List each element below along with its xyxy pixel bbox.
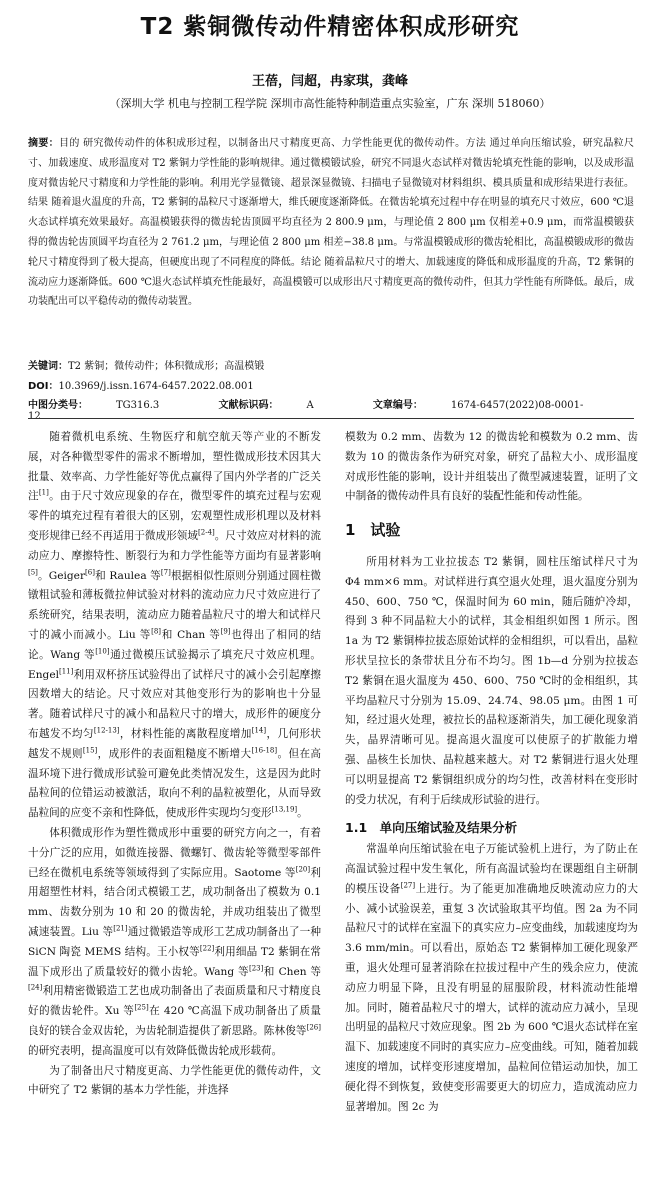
body-paragraph: 常温单向压缩试验在电子万能试验机上进行，为了防止在高温试验过程中发生氧化，所有高温试验均在课题组自主研制的模压设备[27]上进行。为了能更加准确地反映流动应力的大小、减小试验误差，重复 3 次试验取其平均值。图 2a 为不同晶粒尺寸的试样在室温下的真实应力–应变曲线，加载速度均为 3.6 mm/min。可以看出，原始态 T2 紫铜棒加工硬化现象严重，退火处理可显著消除在拉拔过程中产生的残余应力，使流动应力明显下降，且没有明显的屈服阶段，材料流动性能增加。同时，随着晶粒尺寸的增大，试样的流动应力减小，呈现出明显的晶粒尺寸效应现象。图 2b 为 600 ℃退火态试样在室温下、加载速度不同时的真实应力–应变曲线。可知，随着加载速度的增加，试样变形速度增加，晶粒间位错运动加快，加工硬化得不到恢复，致使变形需要更大的切应力，造成流动应力显著增加。图 2c 为 — [345, 843, 639, 1113]
abstract-text: 目的 研究微传动件的体积成形过程，以制备出尺寸精度更高、力学性能更优的微传动件。方法 通过单向压缩试验，研究晶粒尺寸、加载速度、成形温度对 T2 紫铜力学性能的影响规律。通过微模锻试验，研究不同退火态试样对微齿轮填充性能的影响，以及成形温度对微齿轮尺寸精度和力学性能的影响。利用光学显微镜、超景深显微镜、扫描电子显微镜对材料组织、模具质量和成形结果进行表征。结果 随着退火温度的升高，T2 紫铜的晶粒尺寸逐渐增大，维氏硬度逐渐降低。在微齿轮填充过程中存在明显的填充尺寸效应，600 ℃退火态试样填充效果最好。高温模锻获得的微齿轮齿顶圆平均直径为 2 800.9 μm，与理论值 2 800 μm 仅相差+0.9 μm，而常温模锻获得的微齿轮齿顶圆平均直径为 2 761.2 μm，与理论值 2 800 μm 相差−38.8 μm。与常温模锻成形的微齿轮相比，高温模锻成形的微齿轮尺寸精度得到了极大提高，但硬度出现了不同程度的降低。结论 随着晶粒尺寸的增大、加载速度的降低和成形温度的升高，T2 紫铜的流动应力逐渐降低。600 ℃退火态试样填充性能最好，高温模锻可以成形出尺寸精度更高的微传动件，但其力学性能有所降低。最后，成功装配出可以平稳传动的微传动装置。 — [28, 138, 634, 308]
citation-link[interactable]: [26] — [306, 1023, 321, 1032]
citation-link[interactable]: [21] — [113, 924, 128, 933]
doi — [28, 377, 634, 392]
body-paragraph: 随着微机电系统、生物医疗和航空航天等产业的不断发展，对各种微型零件的需求不断增加，塑性微成形技术因其大批量、效率高、力学性能好等优点赢得了国内外学者的广泛关注[1]。由于尺寸效应现象的存在，微型零件的填充过程与宏观零件的填充过程有着很大的区别，宏观塑性成形机理以及材料变形规律已经不再适用于微成形领域[2-4]。尺寸效应对材料的流动应力、摩擦特性、断裂行为和力学性能等方面均有显著影响[5]。Geiger[6]和 Raulea 等[7]根据相似性原则分别通过圆柱微镦粗试验和薄板微拉伸试验对材料的流动应力尺寸效应进行了系统研究，结果表明，流动应力随着晶粒尺寸的增大和试样尺寸的减小而减小。Liu 等[8]和 Chan 等[9]也得出了相同的结论。Wang 等[10]通过微模压试验揭示了填充尺寸效应机理。Engel[11]利用双杯挤压试验得出了试样尺寸的减小会引起摩擦因数增大的结论。尺寸效应对其他变形行为的影响也十分显著。随着试样尺寸的减小和晶粒尺寸的增大，成形件的硬度分布越发不均匀[12-13]，材料性能的离散程度增加[14]，几何形状越发不规则[15]，成形件的表面粗糙度不断增大[16-18]。但在高温环境下进行微成形试验可避免此类情况发生，这是因为此时晶粒间的位错运动被激活，取向不利的晶粒被塑化，从而导致晶粒间的应变不亲和性降低，使成形件实现均匀变形[13,19]。 — [28, 431, 322, 820]
abstract-label: 摘要： — [28, 138, 59, 149]
abstract — [28, 134, 634, 312]
article-number-label: 文章编号： — [372, 400, 423, 411]
citation-link[interactable]: [16-18] — [251, 746, 278, 755]
citation-link[interactable]: [2-4] — [198, 528, 215, 537]
keywords-label: 关键词： — [28, 361, 68, 372]
citation-link[interactable]: [13,19] — [271, 805, 298, 814]
citation-link[interactable]: [10] — [95, 647, 110, 656]
body-paragraph: 体积微成形作为塑性微成形中重要的研究方向之一，有着十分广泛的应用，如微连接器、微螺钉、微齿轮等微型零部件已经在微机电系统等领域得到了实际应用。Saotome 等[20]利用超塑性材料，结合闭式模锻工艺，成功制备出了模数为 0.1 mm、齿数分别为 10 和 20 的微齿轮，并成功组装出了微型减速装置。Liu 等[21]通过微锻造等成形工艺成功制备出了一种 SiCN 陶瓷 MEMS 结构。王小权等[22]利用细晶 T2 紫铜在常温下成形出了质量较好的微小齿轮。Wang 等[23]和 Chen 等[24]利用精密微锻造工艺也成功制备出了表面质量和尺寸精度良好的微齿轮件。Xu 等[25]在 420 ℃高温下成功制备出了质量良好的镁合金双齿轮，为齿轮制造提供了新思路。陈林俊等[26]的研究表明，提高温度可以有效降低微齿轮成形载荷。 — [28, 826, 321, 1057]
citation-link[interactable]: [23] — [248, 963, 264, 972]
doi-value[interactable]: 10.3969/j.issn.1674-6457.2022.08.001 — [58, 381, 254, 392]
left-column — [28, 428, 321, 1101]
citation-link[interactable]: [6] — [85, 568, 95, 577]
subsection-heading: 1.1 单向压缩试验及结果分析 — [345, 820, 518, 836]
citation-link[interactable]: [1] — [38, 488, 49, 497]
citation-link[interactable]: [8] — [151, 627, 162, 636]
paper-title: T2 紫铜微传动件精密体积成形研究 — [140, 14, 520, 40]
citation-link[interactable]: [20] — [295, 865, 311, 873]
keywords-text: T2 紫铜；微传动件；体积微成形；高温模锻 — [68, 361, 265, 372]
body-paragraph: 为了制备出尺寸精度更高、力学性能更优的微传动件，文中研究了 T2 紫铜的基本力学性能，并选择 — [28, 1064, 321, 1097]
citation-link[interactable]: [22] — [199, 944, 215, 953]
citation-link[interactable]: [12-13] — [93, 726, 120, 735]
clc-label: 中图分类号： — [28, 400, 88, 411]
doi-label: DOI： — [28, 381, 59, 392]
header-divider — [28, 418, 634, 419]
right-column — [345, 428, 638, 1117]
affiliation: （深圳大学 机电与控制工程学院 深圳市高性能特种制造重点实验室，广东 深圳 518060） — [109, 97, 551, 110]
clc-value: TG316.3 — [116, 400, 160, 411]
citation-link[interactable]: [27] — [400, 881, 416, 890]
citation-link[interactable]: [11] — [59, 667, 74, 676]
body-paragraph: 模数为 0.2 mm、齿数为 12 的微齿轮和模数为 0.2 mm、齿数为 10 的微齿条作为研究对象，研究了晶粒大小、成形温度对成形性能的影响，设计并组装出了微型减速装置，证明了文中制备的微传动件具有良好的装配性能和传动性能。 — [345, 431, 638, 503]
article-number-value: 1674-6457(2022)08-0001-12 — [28, 400, 584, 422]
citation-link[interactable]: [9] — [220, 627, 231, 636]
citation-link[interactable]: [24] — [28, 983, 43, 992]
keywords — [28, 357, 634, 372]
doccode-label: 文献标识码： — [218, 400, 279, 411]
citation-link[interactable]: [14] — [251, 726, 267, 735]
doccode-value: A — [306, 400, 314, 411]
author-list: 王蓓，闫超，冉家琪，龚峰 — [251, 74, 408, 89]
citation-link[interactable]: [7] — [160, 568, 171, 577]
citation-link[interactable]: [5] — [28, 568, 38, 577]
section-heading: 1 试验 — [345, 521, 401, 540]
body-paragraph: 所用材料为工业拉拔态 T2 紫铜，圆柱压缩试样尺寸为 Φ4 mm×6 mm。对试样进行真空退火处理，退火温度分别为 450、600、750 ℃，保温时间为 60 min，随后随炉冷却，得到 3 种不同晶粒大小的试样，其金相组织如图 1 所示。图 1a 为 T2 紫铜棒拉拔态原始试样的金相组织，可以看出，晶粒形状呈拉长的条带状且分布不均匀。图 1b—d 分别为拉拔态 T2 紫铜在退火温度为 450、600、750 ℃时的金相组织，其平均晶粒尺寸分别为 15.09、24.74、98.05 μm。由图 1 可知，经过退火处理，被拉长的晶粒逐渐消失，加工硬化现象消失，晶界清晰可见。提高退火温度可以使原子的扩散能力增强、晶核生长加快、晶粒越来越大。对 T2 紫铜进行退火处理可以明显提高 T2 紫铜组织成分的均匀性，改善材料在变形时的受力状况，有利于后续成形试验的进行。 — [345, 555, 638, 806]
citation-link[interactable]: [25] — [134, 1003, 149, 1012]
citation-link[interactable]: [15] — [82, 746, 98, 755]
